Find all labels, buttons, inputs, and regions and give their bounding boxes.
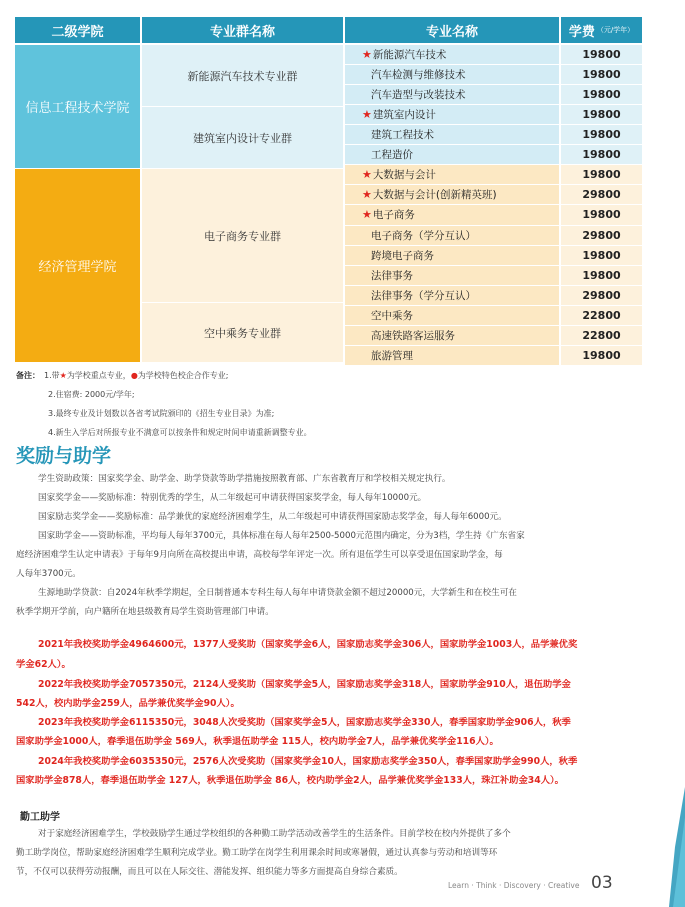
fee-cell: 19800 [561,246,642,265]
group-label: 新能源汽车技术专业群 [187,69,298,83]
header-group-label: 专业群名称 [209,24,275,40]
star-icon: ★ [362,188,372,202]
notes [16,366,312,442]
group-nev [142,45,343,106]
major-cell [345,346,559,365]
stat-2023-line-1: 2023年我校奖助学金6115350元，3048人次受奖助（国家奖学金5人，国家励志奖学金330人，春季国家助学金906人，秋季 [38,717,571,728]
major-name: 建筑室内设计 [372,109,436,122]
note-3: 3.最终专业及计划数以各省考试院颁印的《招生专业目录》为准; [48,409,275,418]
fee-cell: 22800 [561,326,642,345]
header-college-label: 二级学院 [51,24,104,40]
major-name: 大数据与会计(创新精英班) [372,189,497,202]
star-icon: ★ [362,208,372,222]
fee-cell: 19800 [561,165,642,184]
major-name: 旅游管理 [371,349,413,362]
stat-2022-line-2: 542人，校内助学金259人，品学兼优奖学金90人）。 [16,698,240,709]
corner-decoration [669,787,685,907]
major-cell [345,45,559,64]
stat-2024-line-2: 国家助学金878人，春季退伍助学金 127人，秋季退伍助学金 86人，校内助学金2人，品学兼优奖学金133人，珠江补助金34人）。 [16,775,564,786]
college-info-engineering [15,45,140,168]
note-1 [16,366,312,385]
stat-2022-line-1: 2022年我校奖助学金7057350元，2124人受奖助（国家奖学金5人，国家励志奖学金318人，国家助学金910人，退伍助学金 [38,679,571,690]
major-cell [345,165,559,184]
fee-cell: 19800 [561,346,642,365]
fee-cell: 19800 [561,125,642,144]
major-name: 高速铁路客运服务 [371,329,455,342]
header-major [345,17,559,43]
encouragement-scholarship-paragraph: 国家励志奖学金——奖励标准：品学兼优的家庭经济困难学生，从二年级起可申请获得国家励志奖学金，每人每年6000元。 [38,512,507,522]
note-1-text-a: 1.带 [44,371,60,380]
major-cell [345,226,559,245]
college-economics-management [15,169,140,362]
fee-cell: 19800 [561,145,642,164]
major-name: 空中乘务 [371,309,413,322]
star-icon: ★ [362,108,372,122]
fee-cell: 19800 [561,45,642,64]
college-label: 经济管理学院 [38,260,117,275]
page-number: 03 [591,873,613,893]
note-2: 2.住宿费: 2000元/学年; [48,390,135,399]
major-cell [345,205,559,224]
header-group [142,17,343,43]
dot-icon: ● [130,371,138,380]
major-name: 工程造价 [371,149,413,162]
major-name: 新能源汽车技术 [372,49,447,62]
stat-2021-line-2: 学金62人）。 [16,659,71,670]
footer-slogan: Learn · Think · Discovery · Creative [448,881,580,890]
group-label: 空中乘务专业群 [204,326,281,340]
work-study-line-3: 节，不仅可以获得劳动报酬，而且可以在人际交往、潜能发挥、组织能力等多方面提高自身综合素质。 [16,867,403,877]
national-grant-line-2: 庭经济困难学生认定申请表》于每年9月向所在高校提出申请，高校每学年评定一次。所有退伍学生可以享受退伍国家助学金，每 [16,550,503,560]
fee-cell: 19800 [561,65,642,84]
fee-cell: 19800 [561,105,642,124]
fee-cell: 29800 [561,226,642,245]
fee-cell: 22800 [561,306,642,325]
major-cell [345,326,559,345]
major-cell [345,85,559,104]
note-1-text-c: 为学校特色校企合作专业; [137,371,229,380]
fee-cell: 19800 [561,85,642,104]
fee-cell: 19800 [561,205,642,224]
policy-paragraph: 学生资助政策：国家奖学金、助学金、助学贷款等助学措施按照教育部、广东省教育厅和学校相关规定执行。 [38,474,451,484]
header-college [15,17,140,43]
star-icon: ★ [59,371,67,380]
major-name: 汽车造型与改装技术 [371,89,466,102]
stat-2023-line-2: 国家助学金1000人，春季退伍助学金 569人，秋季退伍助学金 115人，校内助学金7人，品学兼优奖学金116人）。 [16,736,499,747]
loan-line-1: 生源地助学贷款：自2024年秋季学期起，全日制普通本专科生每人每年申请贷款金额不超过20000元，大学新生和在校生可在 [38,588,517,598]
national-grant-line-1: 国家助学金——资助标准，平均每人每年3700元，具体标准在每人每年2500-5000元范围内确定，分为3档，学生持《广东省家 [38,531,525,541]
fee-cell: 29800 [561,185,642,204]
major-cell [345,65,559,84]
major-cell [345,185,559,204]
note-4: 4.新生入学后对所报专业不满意可以按条件和规定时间申请重新调整专业。 [48,428,312,437]
major-name: 法律事务（学分互认） [371,289,476,302]
work-study-line-1: 对于家庭经济困难学生，学校鼓励学生通过学校组织的各种勤工助学活动改善学生的生活条件。目前学校在校内外提供了多个 [38,829,511,839]
major-cell [345,266,559,285]
major-cell [345,125,559,144]
stat-2024-line-1: 2024年我校奖助学金6035350元，2576人次受奖助（国家奖学金10人，国家励志奖学金350人，春季国家助学金990人，秋季 [38,756,578,767]
major-cell [345,286,559,305]
note-1-text-b: 为学校重点专业， [66,371,131,380]
header-major-label: 专业名称 [425,24,478,40]
national-scholarship-paragraph: 国家奖学金——奖励标准：特别优秀的学生，从二年级起可申请获得国家奖学金，每人每年10000元。 [38,493,427,503]
header-fee [561,17,642,43]
loan-line-2: 秋季学期开学前，向户籍所在地县级教育局学生资助管理部门申请。 [16,607,274,617]
national-grant-line-3: 人每年3700元。 [16,569,81,579]
section-title: 奖励与助学 [16,445,112,467]
work-study-line-2: 勤工助学岗位，帮助家庭经济困难学生顺利完成学业。勤工助学在岗学生利用课余时间或寒暑假，通过认真参与劳动和培训等环 [16,848,498,858]
major-name: 法律事务 [371,269,413,282]
major-name: 建筑工程技术 [371,129,434,142]
major-cell [345,105,559,124]
major-name: 跨境电子商务 [371,249,434,262]
header-fee-unit: （元/学年） [596,26,635,34]
college-label: 信息工程技术学院 [25,101,130,116]
fee-cell: 19800 [561,266,642,285]
header-fee-label: 学费 [568,24,595,40]
notes-label: 备注： [16,371,40,380]
major-name: 电子商务 [372,209,415,222]
major-cell [345,306,559,325]
group-label: 电子商务专业群 [204,229,281,243]
star-icon: ★ [362,48,372,62]
major-name: 大数据与会计 [372,169,436,182]
group-flight-attendant [142,303,343,362]
group-ecommerce [142,169,343,302]
group-interior-design [142,107,343,168]
star-icon: ★ [362,168,372,182]
major-cell [345,145,559,164]
major-name: 汽车检测与维修技术 [371,69,466,82]
major-name: 电子商务（学分互认） [371,229,476,242]
fee-cell: 29800 [561,286,642,305]
group-label: 建筑室内设计专业群 [193,131,292,145]
work-study-title: 勤工助学 [20,812,60,823]
major-cell [345,246,559,265]
stat-2021-line-1: 2021年我校奖助学金4964600元，1377人受奖助（国家奖学金6人，国家励志奖学金306人，国家助学金1003人，品学兼优奖 [38,639,578,650]
